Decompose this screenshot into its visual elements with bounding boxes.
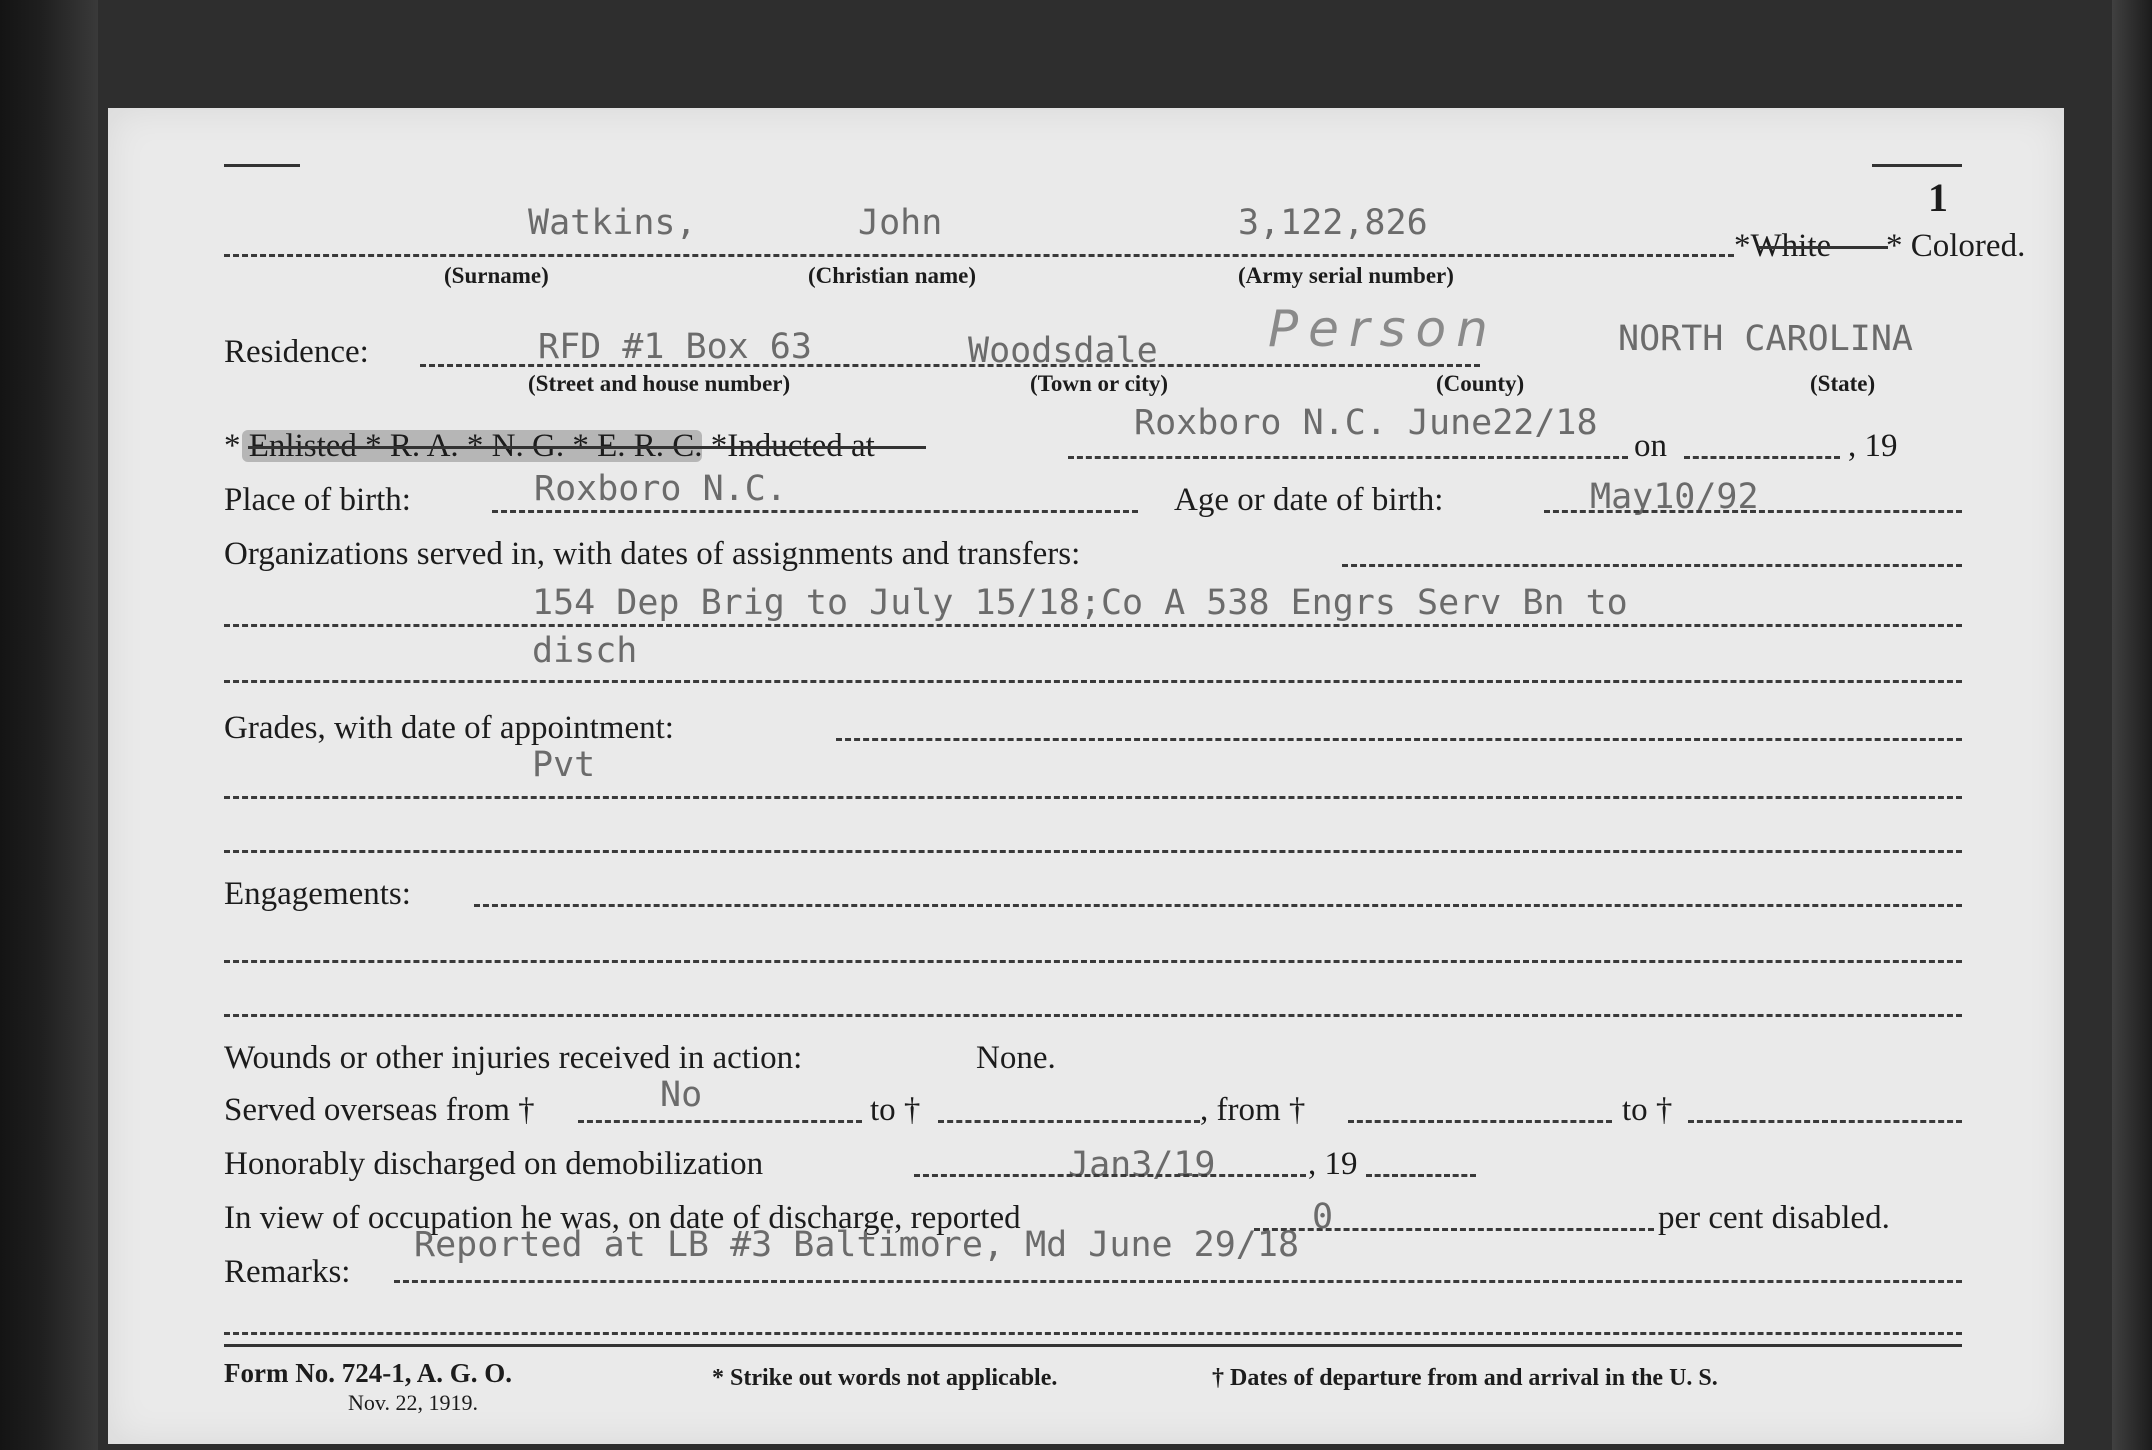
discharge-line bbox=[914, 1174, 1306, 1177]
overseas-to-label: to † bbox=[870, 1092, 921, 1128]
discharge-value: Jan3/19 bbox=[1068, 1145, 1216, 1185]
engagements-line-1 bbox=[224, 960, 1962, 963]
town-value: Woodsdale bbox=[968, 331, 1158, 371]
page-number: 1 bbox=[1928, 175, 1948, 220]
race-colored-label: * Colored. bbox=[1886, 228, 2026, 264]
wounds-label: Wounds or other injuries received in action: bbox=[224, 1040, 803, 1076]
race-white-strike bbox=[1758, 246, 1888, 249]
footnote-strike-out: * Strike out words not applicable. bbox=[712, 1365, 1058, 1391]
organizations-line2-value: disch bbox=[532, 631, 638, 671]
street-caption: (Street and house number) bbox=[528, 371, 791, 396]
overseas-to2-line bbox=[1688, 1120, 1962, 1123]
remarks-line-1 bbox=[224, 1332, 1962, 1335]
birth-place-line bbox=[492, 510, 1138, 513]
induction-label: * Enlisted * R. A. * N. G. * E. R. C. *Inducted at bbox=[224, 428, 875, 464]
organizations-line-0 bbox=[1342, 564, 1962, 567]
christian-name-caption: (Christian name) bbox=[808, 263, 977, 288]
organizations-label: Organizations served in, with dates of assignments and transfers: bbox=[224, 536, 1081, 572]
top-right-rule bbox=[1872, 164, 1962, 167]
induction-line bbox=[1068, 456, 1628, 459]
disability-value: 0 bbox=[1312, 1197, 1334, 1237]
remarks-line-0 bbox=[394, 1280, 1962, 1283]
overseas-from-line bbox=[578, 1120, 862, 1123]
form-number: Form No. 724-1, A. G. O. bbox=[224, 1358, 512, 1388]
overseas-to2-label: to † bbox=[1622, 1092, 1673, 1128]
engagements-label: Engagements: bbox=[224, 876, 411, 912]
induction-place-value: Roxboro N.C. June22/18 bbox=[1134, 403, 1598, 443]
engagements-line-2 bbox=[224, 1014, 1962, 1017]
scan-border-left bbox=[0, 0, 98, 1450]
overseas-to-line bbox=[938, 1120, 1200, 1123]
induction-on-label: on bbox=[1634, 428, 1667, 464]
surname-caption: (Surname) bbox=[444, 263, 549, 288]
engagements-line-0 bbox=[474, 904, 1962, 907]
induction-date-line bbox=[1684, 456, 1840, 459]
name-line bbox=[224, 254, 1734, 257]
disability-suffix: per cent disabled. bbox=[1658, 1200, 1890, 1236]
organizations-line-2 bbox=[224, 680, 1962, 683]
overseas-from2-label: , from † bbox=[1200, 1092, 1306, 1128]
grades-line-2 bbox=[224, 850, 1962, 853]
organizations-line1-value: 154 Dep Brig to July 15/18;Co A 538 Engrs Serv Bn to bbox=[532, 583, 1628, 623]
overseas-from-label: Served overseas from † bbox=[224, 1092, 535, 1128]
remarks-label: Remarks: bbox=[224, 1254, 351, 1290]
induction-year-label: , 19 bbox=[1848, 428, 1898, 464]
state-value: NORTH CAROLINA bbox=[1618, 319, 1914, 359]
residence-label: Residence: bbox=[224, 334, 369, 370]
grades-label: Grades, with date of appointment: bbox=[224, 710, 674, 746]
grades-line-1 bbox=[224, 796, 1962, 799]
birth-place-value: Roxboro N.C. bbox=[534, 469, 787, 509]
christian-name-value: John bbox=[858, 203, 943, 243]
town-caption: (Town or city) bbox=[1030, 371, 1168, 396]
serial-number-caption: (Army serial number) bbox=[1238, 263, 1454, 288]
disability-label: In view of occupation he was, on date of discharge, reported bbox=[224, 1200, 1021, 1236]
remarks-value: Reported at LB #3 Baltimore, Md June 29/18 bbox=[414, 1225, 1300, 1265]
overseas-from-value: No bbox=[660, 1075, 703, 1115]
county-value: Person bbox=[1268, 300, 1498, 358]
grades-line-0 bbox=[836, 738, 1962, 741]
discharge-label: Honorably discharged on demobilization bbox=[224, 1146, 764, 1182]
form-date: Nov. 22, 1919. bbox=[348, 1390, 478, 1415]
grades-value: Pvt bbox=[532, 745, 596, 785]
enlisted-strike bbox=[248, 446, 926, 449]
footnote-dates: † Dates of departure from and arrival in the U. S. bbox=[1212, 1365, 1718, 1391]
discharge-year-line bbox=[1366, 1174, 1476, 1177]
age-label: Age or date of birth: bbox=[1174, 482, 1444, 518]
county-caption: (County) bbox=[1436, 371, 1525, 396]
discharge-year-label: , 19 bbox=[1308, 1146, 1358, 1182]
overseas-from2-line bbox=[1348, 1120, 1612, 1123]
street-value: RFD #1 Box 63 bbox=[538, 327, 812, 367]
serial-number-value: 3,122,826 bbox=[1238, 203, 1428, 243]
wounds-value: None. bbox=[976, 1040, 1056, 1076]
footer-rule bbox=[224, 1344, 1962, 1347]
state-caption: (State) bbox=[1810, 371, 1876, 396]
scan-border-right bbox=[2112, 0, 2152, 1450]
age-value: May10/92 bbox=[1590, 477, 1759, 517]
service-record-card bbox=[108, 108, 2064, 1444]
top-left-rule bbox=[224, 164, 300, 167]
race-white-label: *White bbox=[1734, 228, 1832, 264]
birth-place-label: Place of birth: bbox=[224, 482, 411, 518]
age-line bbox=[1544, 510, 1962, 513]
organizations-line-1 bbox=[224, 624, 1962, 627]
surname-value: Watkins, bbox=[528, 203, 697, 243]
